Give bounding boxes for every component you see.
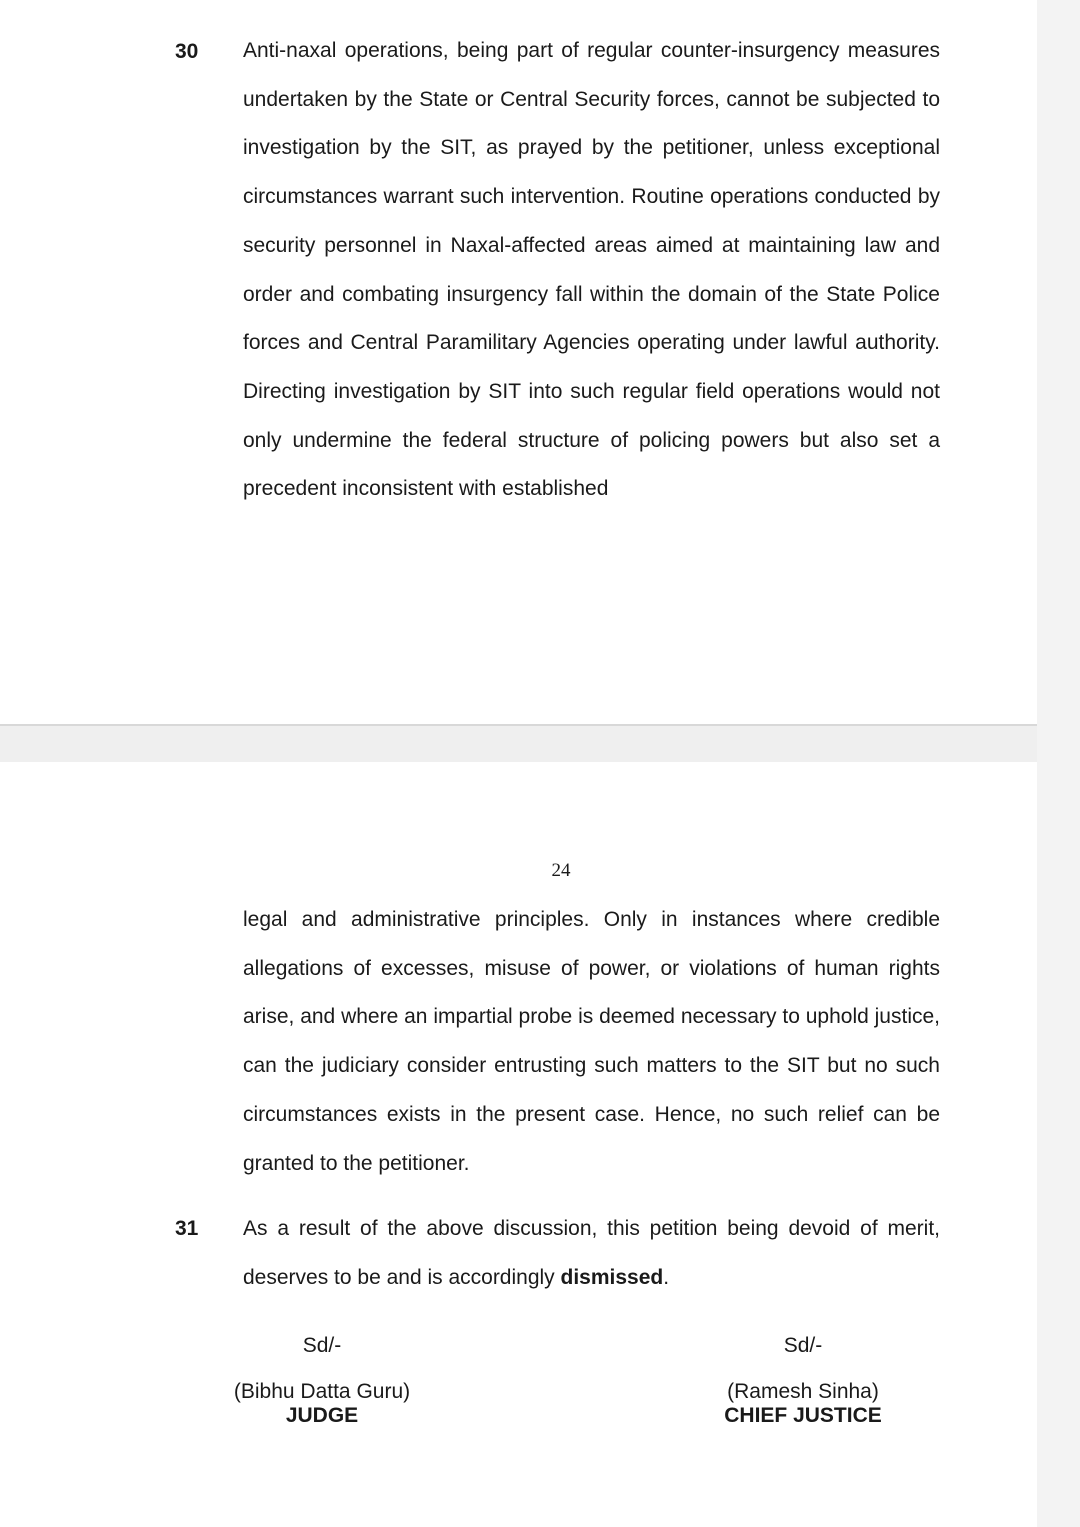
- dismissed-word: dismissed: [560, 1265, 664, 1289]
- viewer-side-strip: [1037, 0, 1080, 1527]
- paragraph-30-text: Anti-naxal operations, being part of regular counter-insurgency measures undertaken by the State or Central Security forces, cannot be subjected to investigation by the SIT, as prayed by the petitioner, unless exceptional circumstances warrant such intervention. Routine operations conducted by security personnel in Naxal-affected areas aimed at maintaining law and order and combating insurgency fall within the domain of the State Police forces and Central Paramilitary Agencies operating under lawful authority. Directing investigation by SIT into such regular field operations would not only undermine the federal structure of policing powers but also set a precedent inconsistent with established: [243, 39, 940, 501]
- paragraph-31-text-start: As a result of the above discussion, this petition being devoid of merit, deserves to be and is accordingly: [243, 1217, 940, 1289]
- signatory-name: (Bibhu Datta Guru): [233, 1380, 411, 1403]
- document-page-24: [0, 762, 1037, 1527]
- signature-sd: Sd/-: [302, 1334, 342, 1357]
- paragraph-number-30: 30: [175, 40, 199, 63]
- document-page-23: [0, 0, 1037, 726]
- page-number: 24: [551, 860, 571, 881]
- signatory-title: CHIEF JUSTICE: [724, 1404, 882, 1427]
- signatory-name: (Ramesh Sinha): [727, 1380, 879, 1403]
- signature-sd: Sd/-: [783, 1334, 823, 1357]
- signature-block-chief-justice: [693, 1334, 913, 1428]
- signatory-title: JUDGE: [285, 1404, 359, 1427]
- paragraph-number-31: 31: [175, 1217, 199, 1240]
- paragraph-30-continued: legal and administrative principles. Only in instances where credible allegations of excesses, misuse of power, or violations of human rights arise, and where an impartial probe is deemed necessary to uphold justice, can the judiciary consider entrusting such matters to the SIT but no such circumstances exists in the present case. Hence, no such relief can be granted to the petitioner.: [243, 908, 940, 1175]
- signature-block-judge: [222, 1334, 422, 1428]
- paragraph-31-text-end: .: [663, 1265, 670, 1289]
- paragraph-31-text: [243, 1205, 940, 1302]
